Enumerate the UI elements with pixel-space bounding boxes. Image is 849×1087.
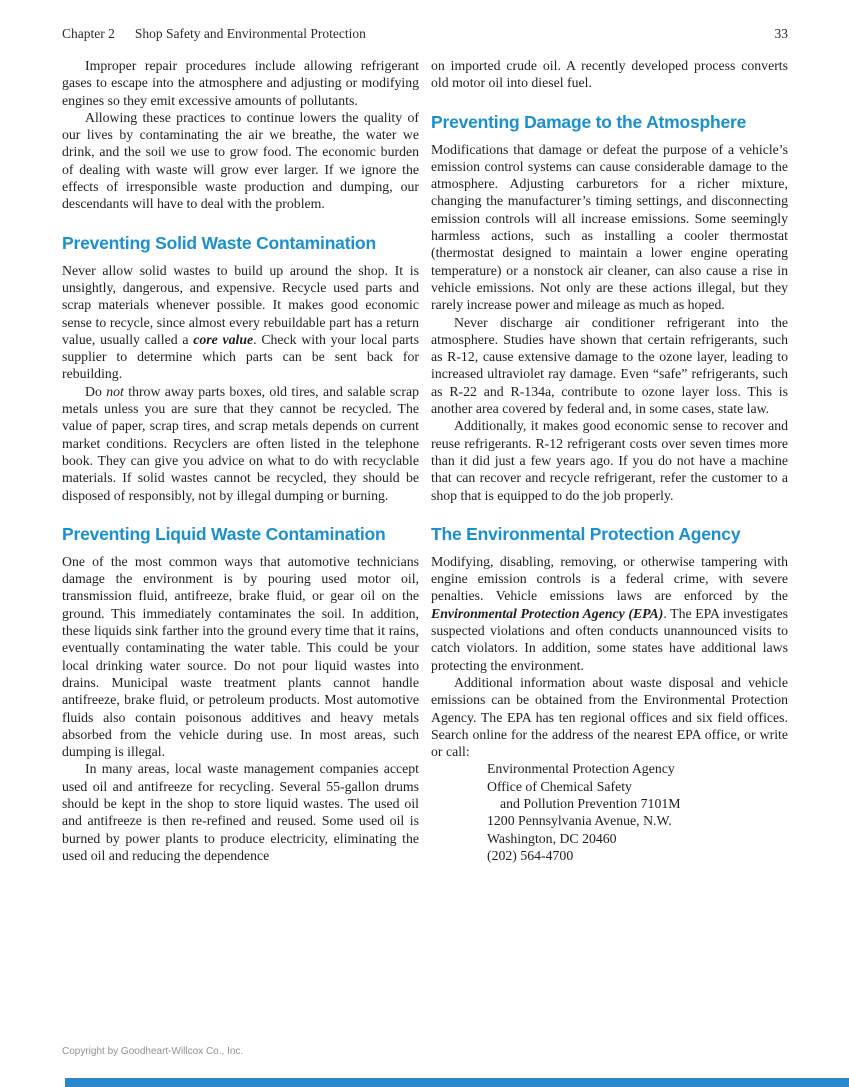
address-line: and Pollution Prevention 7101M — [500, 795, 681, 811]
chapter-label: Chapter 2 — [62, 26, 115, 41]
text-segment: throw away parts boxes, old tires, and salable scrap metals unless you are sure that they cannot be recycled. The value of paper, scrap tires, and scrap metals depends on current market conditions. Recyclers are often listed in the telephone book. They can give you advice on what to do with recyclable materials. If solid wastes cannot be recycled, they should be disposed of responsibly, not by illegal dumping or burning. — [62, 383, 420, 503]
heading-preventing-atmosphere-damage: Preventing Damage to the Atmosphere — [431, 111, 747, 132]
emphasis-not: not — [106, 383, 124, 399]
emphasis-epa: Environmental Protection Agency (EPA) — [431, 605, 664, 621]
para-solid-waste-1 — [62, 262, 419, 383]
page-number: 33 — [774, 26, 788, 41]
left-column — [62, 57, 419, 864]
address-line: Environmental Protection Agency — [487, 761, 675, 777]
para-allowing-practices: Allowing these practices to continue lowers the quality of our lives by contaminating the air we breathe, the water we drink, and the soil we use to grow food. The economic burden of dealing with waste will grow ever larger. If we ignore the effects of irresponsible waste production and dumping, our descendants will have to deal with the problem. — [62, 109, 419, 212]
copyright-text: Copyright by Goodheart-Willcox Co., Inc. — [62, 1046, 244, 1057]
address-line: (202) 564-4700 — [487, 847, 574, 863]
para-improper-repair: Improper repair procedures include allowing refrigerant gases to escape into the atmosphere and adjusting or modifying engines so they emit excessive amounts of pollutants. — [62, 58, 419, 108]
heading-preventing-solid-waste: Preventing Solid Waste Contamination — [62, 232, 376, 253]
epa-address-block — [431, 760, 788, 864]
para-epa-2: Additional information about waste disposal and vehicle emissions can be obtained from the Environmental Protection Agency. The EPA has ten regional offices and six field offices. Search online for the address of the nearest EPA office, or write or call: — [431, 674, 788, 760]
running-head — [62, 26, 788, 42]
text-segment: Modifying, disabling, removing, or otherwise tampering with engine emission controls is a federal crime, with severe penalties. Vehicle emissions laws are enforced by the — [431, 553, 788, 604]
emphasis-core-value: core value — [193, 331, 254, 347]
heading-preventing-liquid-waste: Preventing Liquid Waste Contamination — [62, 523, 386, 544]
para-solid-waste-2 — [62, 383, 419, 504]
address-line: Washington, DC 20460 — [487, 830, 617, 846]
right-column — [431, 57, 788, 864]
para-atmosphere-1: Modifications that damage or defeat the purpose of a vehicle’s emission control systems can cause considerable damage to the atmosphere. Adjusting carburetors for a richer mixture, changing the manufacturer’s timing settings, and disconnecting emission controls will all increase emissions. Some seemingly harmless actions, such as installing a cooler thermostat (thermostat designed to maintain a lower engine operating temperature) or a nonstock air cleaner, can also cause a rise in vehicle emissions. Not only are these actions illegal, but they rarely increase power and mileage as much as hoped. — [431, 141, 788, 313]
para-crude-oil-continuation: on imported crude oil. A recently developed process converts old motor oil into diesel fuel. — [431, 58, 788, 91]
two-column-layout — [62, 57, 788, 864]
address-line: 1200 Pennsylvania Avenue, N.W. — [487, 813, 672, 829]
para-atmosphere-3: Additionally, it makes good economic sense to recover and reuse refrigerants. R-12 refrigerant costs over seven times more than it did just a few years ago. If you do not have a machine that can recover and recycle refrigerant, refer the customer to a shop that is equipped to do the job properly. — [431, 418, 788, 503]
text-segment: . Check with your local parts supplier to determine which parts can be sent back for rebuilding. — [62, 331, 419, 382]
para-liquid-waste-2: In many areas, local waste management companies accept used oil and antifreeze for recycling. Several 55-gallon drums should be kept in the shop to store liquid wastes. The used oil and antifreeze is then re-refined and reused. Some used oil is burned by power plants to produce electricity, eliminating the used oil and reducing the dependence — [62, 761, 419, 863]
footer-accent-bar — [65, 1078, 849, 1087]
para-epa-1 — [431, 553, 788, 674]
text-segment: Do — [85, 383, 107, 399]
para-liquid-waste-1: One of the most common ways that automotive technicians damage the environment is by pouring used motor oil, transmission fluid, antifreeze, brake fluid, or gear oil on the ground. This immediately contaminates the soil. In addition, these liquids sink farther into the ground every time that it rains, eventually contaminating the water table. This could be your local drinking water source. Do not pour liquid wastes into drains. Municipal waste treatment plants cannot handle antifreeze, brake fluid, or petroleum products. Most automotive fluids also contain poisonous additives and heavy metals absorbed from the vehicle during use. In most areas, such dumping is illegal. — [62, 553, 419, 760]
text-segment: Never allow solid wastes to build up around the shop. It is unsightly, dangerous, and expensive. Recycle used parts and scrap materials whenever possible. It makes good economic sense to recycle, since almost every rebuildable part has a return value, usually called a — [62, 262, 419, 347]
chapter-title: Shop Safety and Environmental Protection — [134, 26, 366, 41]
heading-epa: The Environmental Protection Agency — [431, 523, 741, 544]
text-segment: . The EPA investigates suspected violations and often conducts unannounced visits to catch violators. In addition, some states have additional laws protecting the environment. — [431, 605, 788, 673]
para-atmosphere-2: Never discharge air conditioner refrigerant into the atmosphere. Studies have shown that certain refrigerants, such as R-12, cause extensive damage to the ozone layer, leading to increased ultraviolet ray damage. Even “safe” refrigerants, such as R-22 and R-134a, contribute to ozone layer loss. This is another area covered by federal and, in some cases, state law. — [431, 314, 788, 417]
address-line: Office of Chemical Safety — [487, 778, 632, 794]
